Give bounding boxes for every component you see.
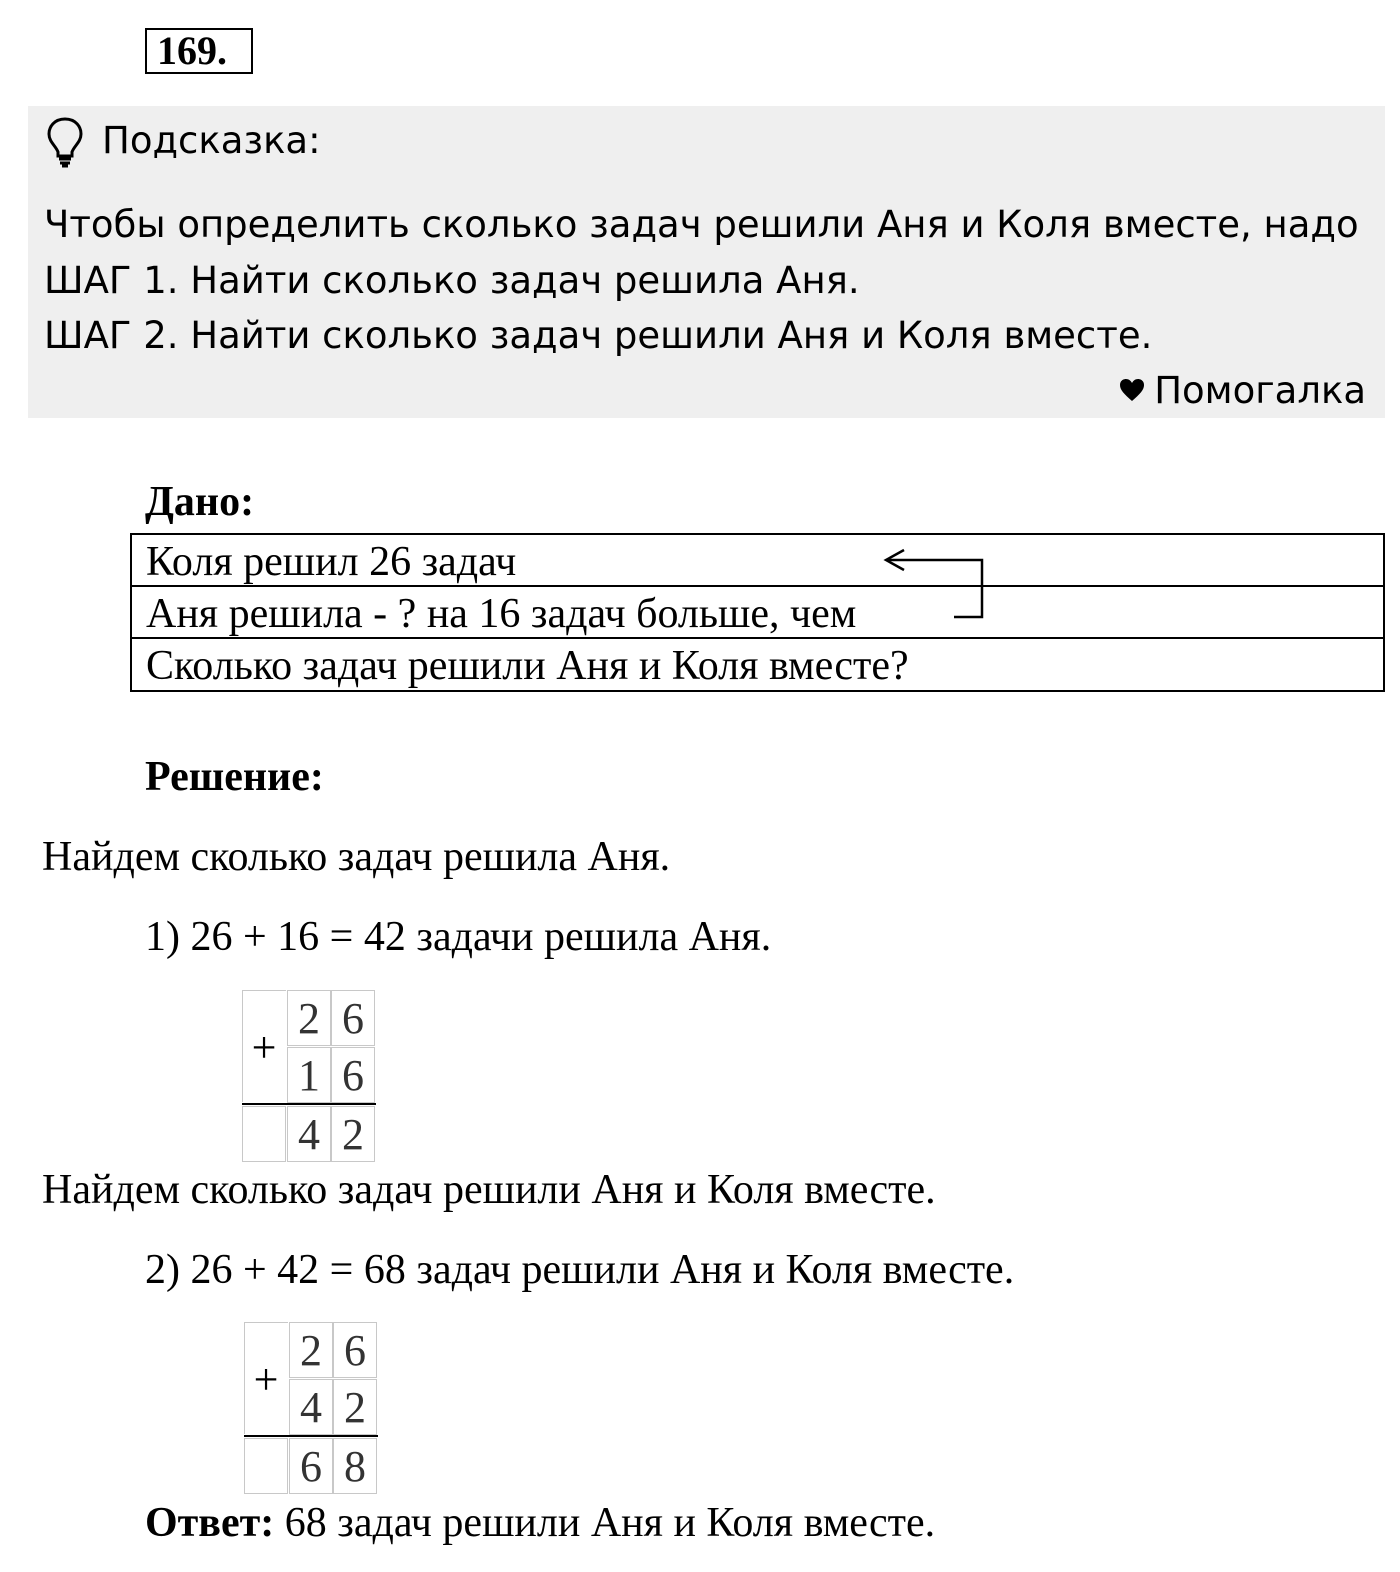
find-anya-text: Найдем сколько задач решила Аня. (42, 834, 671, 880)
grid-cell (244, 1438, 288, 1494)
digit-cell: 6 (333, 1322, 377, 1378)
step-1-expression: 1) 26 + 16 = 42 задачи решила Аня. (145, 914, 772, 960)
given-row-kolya: Коля решил 26 задач (132, 535, 1383, 587)
comparison-arrow-icon (870, 540, 1000, 630)
lightbulb-icon (45, 116, 85, 168)
digit-cell: 4 (289, 1379, 333, 1435)
hint-step-2-label: ШАГ 2. (44, 314, 179, 357)
answer-label: Ответ: (145, 1500, 275, 1546)
digit-cell: 6 (331, 990, 375, 1046)
hint-step-2-text: Найти сколько задач решили Аня и Коля вместе. (178, 314, 1153, 357)
given-table (130, 533, 1385, 692)
brand-label: Помогалка (1154, 369, 1366, 412)
hint-title: Подсказка: (102, 119, 321, 162)
answer (145, 1498, 935, 1548)
digit-cell: 2 (287, 990, 331, 1046)
given-row-question: Сколько задач решили Аня и Коля вместе? (146, 643, 909, 689)
result-digit-cell: 4 (287, 1106, 331, 1162)
hint-step-1 (44, 258, 860, 304)
problem-number: 169. (145, 28, 253, 74)
step-2-expression: 2) 26 + 42 = 68 задач решили Аня и Коля вместе. (145, 1247, 1015, 1293)
digit-cell: 6 (331, 1047, 375, 1103)
hint-step-2 (44, 313, 1152, 359)
hint-step-1-text: Найти сколько задач решила Аня. (178, 259, 860, 302)
plus-sign: + (253, 1355, 279, 1404)
digit-cell: 1 (287, 1047, 331, 1103)
column-addition-2 (244, 1322, 378, 1494)
find-total-text: Найдем сколько задач решили Аня и Коля вместе. (42, 1167, 936, 1213)
digit-cell: 2 (333, 1379, 377, 1435)
heart-icon (1118, 377, 1146, 403)
given-row-anya: Аня решила - ? на 16 задач больше, чем (132, 587, 1383, 639)
hint-step-1-label: ШАГ 1. (44, 259, 179, 302)
result-digit-cell: 6 (289, 1438, 333, 1494)
plus-sign: + (251, 1023, 277, 1072)
given-title: Дано: (145, 479, 255, 525)
answer-text: 68 задач решили Аня и Коля вместе. (274, 1500, 936, 1546)
hint-intro: Чтобы определить сколько задач решили Аня и Коля вместе, надо (44, 203, 1359, 246)
digit-cell: 2 (289, 1322, 333, 1378)
result-digit-cell: 8 (333, 1438, 377, 1494)
column-addition-1 (242, 990, 376, 1162)
grid-cell (242, 1106, 286, 1162)
sum-line (242, 1103, 376, 1105)
solution-title: Решение: (145, 754, 324, 800)
result-digit-cell: 2 (331, 1106, 375, 1162)
sum-line (244, 1435, 378, 1437)
